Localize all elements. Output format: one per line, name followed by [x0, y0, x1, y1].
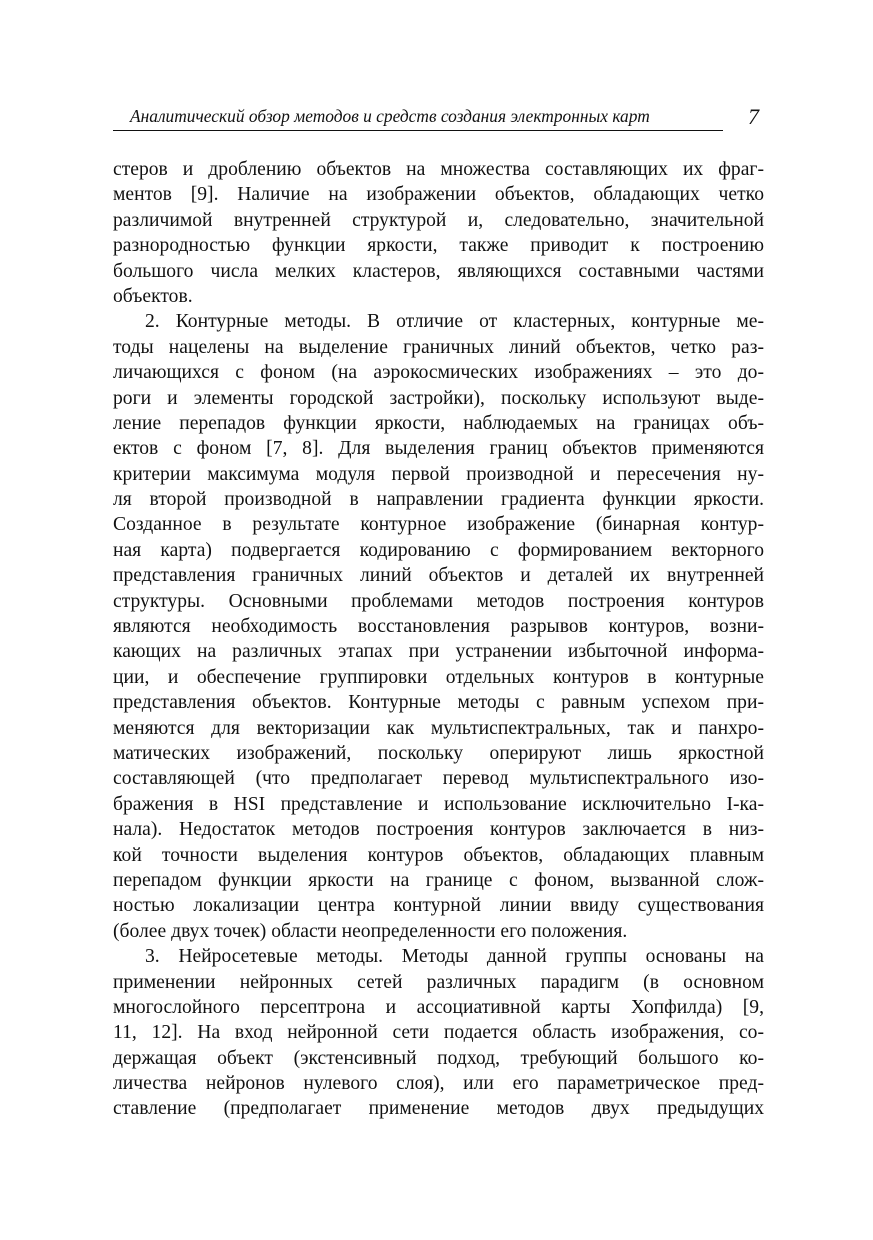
text-line: ностью локализации центра контурной линии ввиду существования — [113, 895, 764, 917]
paragraph-1 — [113, 157, 764, 309]
text-line: ля второй производной в направлении градиента функции яркости. — [113, 489, 764, 511]
text-line: применении нейронных сетей различных парадигм (в основном — [113, 971, 764, 993]
text-line: представления объектов. Контурные методы с равным успехом при- — [113, 692, 764, 714]
text-line: ставление (предполагает применение методов двух предыдущих — [113, 1098, 764, 1120]
text-line: большого числа мелких кластеров, являющихся составными частями — [113, 260, 764, 282]
text-line: роги и элементы городской застройки), поскольку используют выде- — [113, 387, 764, 409]
text-line: кающих на различных этапах при устранении избыточной информа- — [113, 641, 764, 663]
running-title: Аналитический обзор методов и средств создания электронных карт — [130, 106, 650, 126]
text-line: ментов [9]. Наличие на изображении объектов, обладающих четко — [113, 184, 764, 206]
text-line: представления граничных линий объектов и деталей их внутренней — [113, 565, 764, 587]
text-line: нала). Недостаток методов построения контуров заключается в низ- — [113, 819, 764, 841]
text-line: ная карта) подвергается кодированию с формированием векторного — [113, 539, 764, 561]
text-line: структуры. Основными проблемами методов построения контуров — [113, 590, 764, 612]
paragraph-3-neural-methods — [113, 944, 764, 1122]
text-line: тоды нацелены на выделение граничных линий объектов, четко раз- — [113, 336, 764, 358]
text-line: кой точности выделения контуров объектов, обладающих плавным — [113, 844, 764, 866]
text-line: матических изображений, поскольку оперируют лишь яркостной — [113, 742, 764, 764]
text-line: критерии максимума модуля первой производной и пересечения ну- — [113, 463, 764, 485]
text-line: ции, и обеспечение группировки отдельных контуров в контурные — [113, 666, 764, 688]
text-line: ектов с фоном [7, 8]. Для выделения границ объектов применяются — [113, 438, 764, 460]
paragraph-2-contour-methods — [113, 309, 764, 944]
text-line: личающихся с фоном (на аэрокосмических изображениях – это до- — [113, 362, 764, 384]
page-number: 7 — [748, 104, 759, 129]
text-line: 3. Нейросетевые методы. Методы данной группы основаны на — [145, 946, 764, 968]
text-line: меняются для векторизации как мультиспектральных, так и панхро- — [113, 717, 764, 739]
text-line: бражения в HSI представление и использование исключительно I-ка- — [113, 793, 764, 815]
text-line: разнородностью функции яркости, также приводит к построению — [113, 235, 764, 257]
text-line: многослойного персептрона и ассоциативной карты Хопфилда) [9, — [113, 996, 764, 1018]
text-line: составляющей (что предполагает перевод мультиспектрального изо- — [113, 768, 764, 790]
body-text — [113, 157, 764, 1122]
text-line: (более двух точек) области неопределенности его положения. — [113, 920, 628, 942]
text-line: держащая объект (экстенсивный подход, требующий большого ко- — [113, 1047, 764, 1069]
text-line: стеров и дроблению объектов на множества составляющих их фраг- — [113, 159, 764, 180]
text-line: различимой внутренней структурой и, следовательно, значительной — [113, 209, 764, 231]
text-line: 2. Контурные методы. В отличие от кластерных, контурные ме- — [145, 311, 764, 333]
text-line: личества нейронов нулевого слоя), или его параметрическое пред- — [113, 1073, 764, 1095]
text-line: 11, 12]. На вход нейронной сети подается область изображения, со- — [113, 1022, 764, 1044]
text-line: Созданное в результате контурное изображение (бинарная контур- — [113, 514, 764, 536]
text-line: ление перепадов функции яркости, наблюдаемых на границах объ- — [113, 412, 764, 434]
text-line: являются необходимость восстановления разрывов контуров, возни- — [113, 616, 764, 638]
running-header — [113, 104, 723, 131]
text-line: перепадом функции яркости на границе с фоном, вызванной слож- — [113, 869, 764, 891]
text-line: объектов. — [113, 285, 193, 307]
